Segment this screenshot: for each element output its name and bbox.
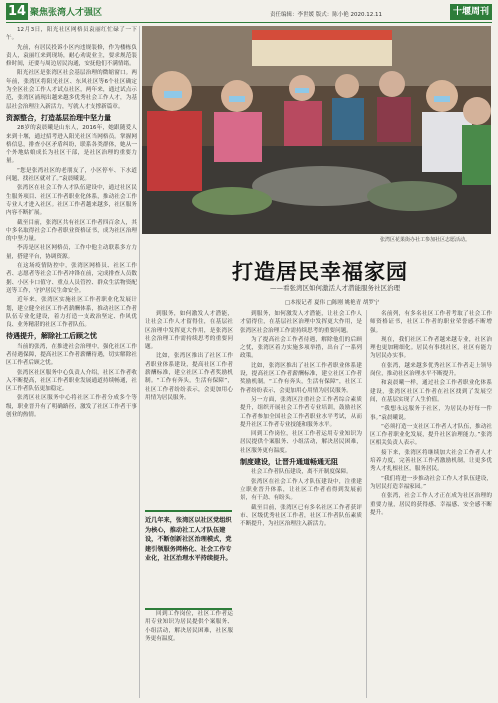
paragraph: 近年来，张湾区实施社区工作者职业化发展计划，建立健全社区工作者薪酬体系，推动社区工作者队伍专业化建设，着力打造一支政治坚定、作风优良、业务精湛的社区工作者队伍。	[6, 297, 137, 329]
article-subtitle: ——看张湾区如何激活人才潜能服务社区治理	[270, 284, 400, 292]
paragraph: 12月3日，阳光社区网格员袁丽红忙碌了一下午。	[6, 27, 137, 42]
header-rule	[6, 22, 492, 23]
paragraph: 李涛是区社区网格员，工作中他主动联系多方力量，搭建平台，协调资源。	[6, 245, 137, 260]
paragraph: 另一方面，张湾区注重社会工作者综合素质提升，组织开展社会工作者专业培训，鼓励社区工作者参加全国社会工作者职业水平考试，从而提升社区工作者专业技能和服务水平。	[240, 396, 362, 428]
editor-credits: 责任编辑：李世媛 版式：陈小艳 2020.12.11	[270, 12, 382, 18]
paragraph: “您是张湾社区的老朋友了，小区停车、下水道问题，找社区就对了。”袁晨曦说。	[6, 167, 137, 183]
article-column-3	[370, 310, 492, 698]
paragraph: 和袁晨曦一样，通过社会工作者职业化体系建设，张湾区社区工作者在社区找到了发展空间，在基层实现了人生价值。	[370, 380, 492, 403]
paragraph: 在张湾，社会工作人才正在成为社区治理的重要力量，居民的获得感、幸福感、安全感不断提升。	[370, 493, 492, 516]
paragraph: 接下来，张湾区将继续加大社会工作者人才培养力度，完善社区工作者激励机制，让更多优秀人才扎根社区，服务居民。	[370, 449, 492, 473]
article-column-1b	[145, 310, 233, 505]
paragraph: 名前列，有多名社区工作者考取了社会工作师资格证书，社区工作者的职业荣誉感不断增强。	[370, 311, 492, 334]
paragraph: 当前的张湾，在推进社会治理中，强化社区工作者待遇保障，提高社区工作者薪酬待遇，切实解除社区工作者后顾之忧。	[6, 343, 137, 367]
section-heading: 制度建设，让晋升通道畅通无阻	[240, 458, 338, 467]
article-column-1	[6, 26, 137, 698]
paragraph: “必须打造一支社区工作者人才队伍，推动社区工作者职业化发展，提升社区治理能力。”张湾区相关负责人表示。	[370, 423, 492, 447]
paragraph: 先前，有居民投诉小区内违规装修，作为楼栋负责人，袁丽红来到现场，耐心劝说业主，要求规范装修时间，还要与周边居民沟通，安抚他们不满情绪。	[6, 44, 137, 68]
paragraph: 回到工作岗位，社区工作者运用专业知识为居民提供个案服务、小组活动，解决居民困难，社区服务更有温度。	[145, 611, 233, 642]
paragraph: 截至目前，张湾区共有社区工作者四百余人，其中多名取得社会工作者职业资格证书，成为社区治理的中坚力量。	[6, 219, 137, 243]
paragraph: 回到工作岗位，社区工作者运用专业知识为居民提供个案服务、小组活动，解决居民困难，社区服务更有温度。	[240, 431, 362, 454]
section-heading: 资源整合，打造基层治理中坚力量	[6, 113, 111, 122]
newspaper-brand: 十堰周刊	[450, 4, 492, 20]
paragraph: 阳光社区是张湾区社会基层治理的微缩窗口。两年前，张湾区将阳光社区、东风社区等6个社区确定为全区社会工作人才试点社区，两年来，通过试点示范，张湾区涌现出越来越多优秀社会工作人才，为基层社会治理注入新活力，写就人才支撑新篇章。	[6, 70, 137, 110]
paragraph: 在张湾，越来越多优秀社区工作者走上领导岗位，推动社区治理水平不断提升。	[370, 362, 492, 378]
paragraph: 在这场疫情防控中，张湾区网格员、社区工作者、志愿者等社会工作者冲锋在前，完成排查人员数据、小区卡口值守、重点人员管控、群众生活物资配送等工作，守护居民生命安全。	[6, 263, 137, 294]
article-byline: □本报记者 夏伟 □陈刚 姚艳青 胡罗宁	[285, 300, 380, 306]
paragraph: “我们将进一步推动社会工作人才队伍建设，为居民打造幸福家园。”	[370, 475, 492, 490]
section-title: 聚焦张湾人才强区	[30, 8, 103, 18]
photo-illustration	[142, 26, 491, 234]
paragraph: 为了提高社会工作者待遇，解除他们的后顾之忧，张湾区着力实施多项举措，出台了一系列政策。	[240, 336, 362, 360]
column-divider	[139, 26, 140, 698]
paragraph: 截至目前，张湾区已有多名社区工作者获评市、区级优秀社区工作者，社区工作者队伍素质不断提升，为社区治理注入新活力。	[240, 504, 362, 528]
paragraph: 张湾区在社会工作人才队伍建设中，通过社区民生服务项目、社区工作者职业化体系，推动社会工作专业人才进入社区。社区工作者越来越多，社区服务内容不断扩展。	[6, 185, 137, 217]
pull-quote: 近几年来，张湾区以社区党组织为核心，推动社工人才队伍建设，不断创新社区治理模式，党建引领服务网格化、社会工作专业化，社区治理水平持续提升。	[145, 510, 232, 610]
page-header	[0, 0, 498, 22]
photo-caption: 张湾区花果街办社工参加社区志愿活动。	[380, 237, 471, 243]
section-heading: 待遇提升，解除社工后顾之忧	[6, 332, 97, 341]
paragraph: 到服务，如何激发人才潜能，让社会工作人才留得住，在基层社区治理中发挥更大作用，是张湾区社会治理工作需持续思考的重要问题。	[240, 311, 362, 334]
paragraph: 张湾区社区服务中心负责人介绍，社区工作者收入不断提高，社区工作者职业发展通道持续畅通，社区工作者队伍更加稳定。	[6, 369, 137, 393]
paragraph: 到服务，如何激发人才潜能，让社会工作人才留得住，在基层社区治理中发挥更大作用，是张湾区社会治理工作需持续思考的重要问题。	[145, 311, 233, 351]
article-column-1c	[145, 610, 233, 698]
article-column-2	[240, 310, 362, 698]
paragraph: 比如，张湾区推出了社区工作者职业体系建设，提高社区工作者薪酬标准，建立社区工作者奖励机制。“工作有奔头，生活有保障”，社区工作者纷纷表示，会更加用心用情为居民服务。	[145, 353, 233, 401]
paragraph: 现在，我们社区工作者越来越专业，社区治理也更加精细化。居民有事找社区，社区有能力为居民办实事。	[370, 336, 492, 360]
column-divider	[366, 310, 367, 698]
page-number: 14	[7, 4, 27, 19]
paragraph: 张湾区社区服务中心将社区工作者分成多个等级，职业晋升有了明确路径，激发了社区工作者干事创业的热情。	[6, 395, 137, 419]
paragraph: 28岁的袁晨曦是山东人，2016年，她跟随爱人来到十堰，通过招考进入阳光社区当网格员。掌握网格信息，排查小区矛盾纠纷，联系各类群体，她从一个外地姑娘成长为社区干部，是社区治理的重要力量。	[6, 125, 137, 165]
article-headline: 打造居民幸福家园	[232, 260, 408, 284]
paragraph: 社会工作者队伍建设，离不开制度保障。	[251, 469, 352, 476]
paragraph: 比如，张湾区推出了社区工作者职业体系建设，提高社区工作者薪酬标准，建立社区工作者奖励机制。“工作有奔头，生活有保障”，社区工作者纷纷表示，会更加用心用情为居民服务。	[240, 362, 362, 394]
paragraph: “我想永远服务于社区，为居民办好每一件事。”袁晨曦说。	[370, 406, 492, 421]
article-photo	[142, 26, 491, 234]
paragraph: 张湾区在社会工作人才队伍建设中，注重建立职业晋升体系，让社区工作者看得到发展前景，有干劲、有盼头。	[240, 478, 362, 502]
